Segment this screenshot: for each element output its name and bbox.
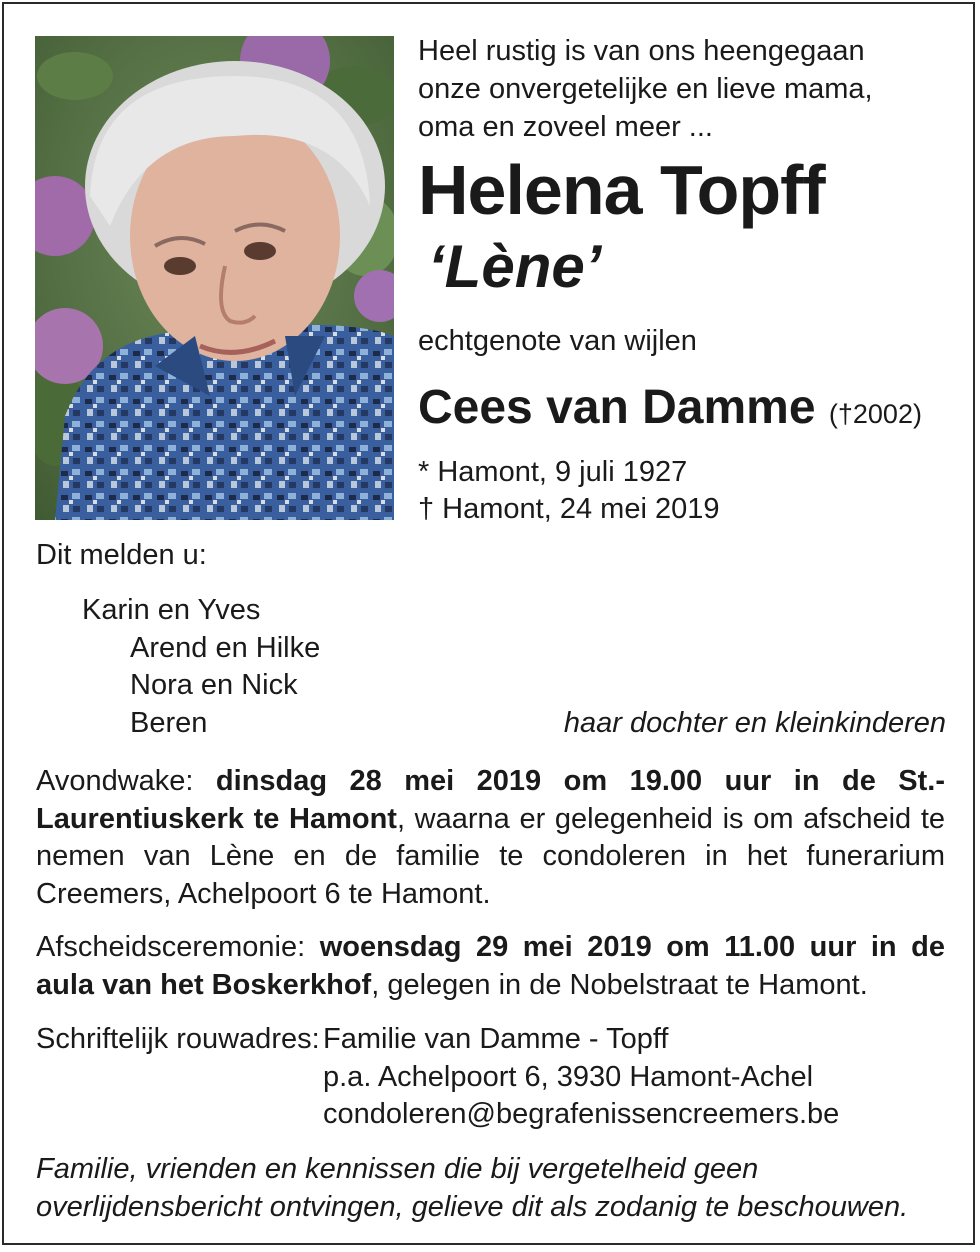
address-line-1: Familie van Damme - Topff (323, 1023, 669, 1055)
intro-text (418, 32, 873, 146)
intro-line-3: oma en zoveel meer ... (418, 111, 713, 143)
ceremony-label: Afscheidsceremonie: (36, 931, 320, 963)
address-email[interactable]: condoleren@begrafenissencreemers.be (323, 1098, 840, 1130)
wake-label: Avondwake: (36, 765, 216, 797)
ceremony-details: woensdag 29 mei 2019 om 11.00 uur in de aula van het Boskerkhof (36, 931, 945, 1001)
spouse-label: echtgenote van wijlen (418, 325, 697, 357)
deceased-nickname: ‘Lène’ (428, 233, 602, 300)
family-line-3: Nora en Nick (130, 669, 298, 701)
closing-note: Familie, vrienden en kennissen die bij vergetelheid geen overlijdensbericht ontvingen, gelieve dit als zodanig te beschouwen. (36, 1153, 909, 1223)
spouse-line (418, 378, 922, 444)
announce-label: Dit melden u: (36, 539, 207, 571)
spouse-death-year: (†2002) (828, 399, 922, 429)
address-label: Schriftelijk rouwadres: (36, 1023, 320, 1055)
wake-paragraph (36, 763, 945, 913)
spouse-name: Cees van Damme (418, 381, 816, 434)
family-line-2: Arend en Hilke (130, 632, 321, 664)
intro-line-1: Heel rustig is van ons heengegaan (418, 35, 865, 67)
intro-line-2: onze onvergetelijke en lieve mama, (418, 73, 873, 105)
deceased-name: Helena Topff (418, 151, 825, 229)
family-line-4: Beren (130, 707, 208, 739)
death-date: † Hamont, 24 mei 2019 (418, 493, 720, 525)
family-line-1: Karin en Yves (82, 594, 261, 626)
portrait-photo (35, 36, 394, 520)
wake-rest: , waarna er gelegenheid is om afscheid te nemen van Lène en de familie te condoleren in het funerarium Creemers, Achelpoort 6 te Hamont. (36, 802, 945, 910)
birth-date: * Hamont, 9 juli 1927 (418, 456, 688, 488)
address-line-2: p.a. Achelpoort 6, 3930 Hamont-Achel (323, 1061, 814, 1093)
ceremony-rest: , gelegen in de Nobelstraat te Hamont. (371, 968, 868, 1001)
family-relation: haar dochter en kleinkinderen (563, 707, 946, 739)
wake-details: dinsdag 28 mei 2019 om 19.00 uur in de St.-Laurentiuskerk te Hamont (36, 765, 945, 835)
ceremony-paragraph (36, 929, 945, 1004)
